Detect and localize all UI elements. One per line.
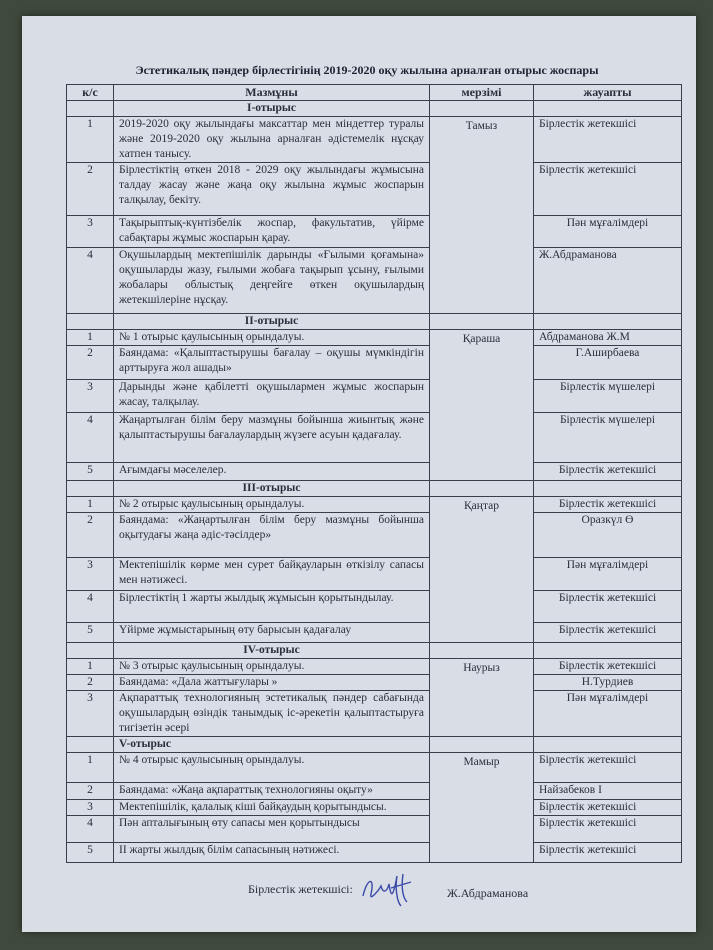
row-date: Қараша xyxy=(430,330,534,481)
row-date: Тамыз xyxy=(430,117,534,314)
section-date-empty xyxy=(430,643,534,659)
row-num: 3 xyxy=(67,691,114,737)
row-num: 4 xyxy=(67,248,114,314)
row-content: Жаңартылған білім беру мазмұны бойынша жиынтық және қалыптастырушы бағалаулардың жүзеге асуын қадағалау. xyxy=(114,413,430,463)
row-num: 3 xyxy=(67,216,114,248)
row-num: 5 xyxy=(67,843,114,863)
table-row xyxy=(67,783,682,800)
row-content: Баяндама: «Дала жаттығулары » xyxy=(114,675,430,691)
row-content: Тақырыптық-күнтізбелік жоспар, факультатив, үйірме сабақтары жұмыс жоспарын қарау. xyxy=(114,216,430,248)
row-content: Баяндама: «Жаңа ақпараттық технологияны оқыту» xyxy=(114,783,430,800)
row-num: 1 xyxy=(67,330,114,346)
row-num: 4 xyxy=(67,816,114,843)
table-row xyxy=(67,163,682,216)
row-responsible: Бірлестік жетекшісі xyxy=(534,623,682,643)
row-content: Мектепішілік, қалалық кіші байқаудың қорытындысы. xyxy=(114,800,430,816)
table-row xyxy=(67,330,682,346)
row-num: 2 xyxy=(67,783,114,800)
row-content: Баяндама: «Қалыптастырушы бағалау – оқушы мүмкіндігін арттыруға жол ашады» xyxy=(114,346,430,380)
section-num xyxy=(67,643,114,659)
table-row xyxy=(67,558,682,591)
row-responsible: Бірлестік жетекшісі xyxy=(534,497,682,513)
row-responsible: Бірлестік жетекшісі xyxy=(534,117,682,163)
row-num: 2 xyxy=(67,513,114,558)
section-num xyxy=(67,737,114,753)
section-title: IV-отырыс xyxy=(114,643,430,659)
row-num: 5 xyxy=(67,623,114,643)
row-responsible: Бірлестік жетекшісі xyxy=(534,753,682,783)
row-responsible: Бірлестік жетекшісі xyxy=(534,659,682,675)
row-responsible: Бірлестік жетекшісі xyxy=(534,163,682,216)
plan-table xyxy=(66,84,682,863)
row-responsible: Бірлестік жетекшісі xyxy=(534,816,682,843)
row-num: 1 xyxy=(67,659,114,675)
table-header xyxy=(67,85,682,101)
section-date-empty xyxy=(430,481,534,497)
table-row xyxy=(67,659,682,675)
section-title: I-отырыс xyxy=(114,101,430,117)
row-content: № 4 отырыс қаулысының орындалуы. xyxy=(114,753,430,783)
row-content: № 3 отырыс қаулысының орындалуы. xyxy=(114,659,430,675)
table-row xyxy=(67,497,682,513)
section-row xyxy=(67,314,682,330)
section-resp-empty xyxy=(534,314,682,330)
signature-name: Ж.Абдраманова xyxy=(447,886,529,900)
row-content: Баяндама: «Жаңартылған білім беру мазмұны бойынша оқытудағы жаңа әдіс-тәсілдер» xyxy=(114,513,430,558)
row-num: 3 xyxy=(67,800,114,816)
row-num: 5 xyxy=(67,463,114,481)
section-num xyxy=(67,101,114,117)
row-num: 1 xyxy=(67,497,114,513)
row-responsible: Бірлестік жетекшісі xyxy=(534,843,682,863)
row-responsible: Оразкүл Ө xyxy=(534,513,682,558)
section-date-empty xyxy=(430,101,534,117)
section-date-empty xyxy=(430,737,534,753)
row-num: 4 xyxy=(67,591,114,623)
table-row xyxy=(67,380,682,413)
table-row xyxy=(67,675,682,691)
row-num: 2 xyxy=(67,346,114,380)
row-responsible: Найзабеков І xyxy=(534,783,682,800)
row-content: ІІ жарты жылдық білім сапасының нәтижесі. xyxy=(114,843,430,863)
row-num: 3 xyxy=(67,558,114,591)
header-num: к/с xyxy=(67,85,114,101)
document-page xyxy=(22,16,696,932)
section-row xyxy=(67,481,682,497)
table-row xyxy=(67,117,682,163)
row-num: 2 xyxy=(67,675,114,691)
row-num: 1 xyxy=(67,753,114,783)
handwritten-signature xyxy=(357,868,417,908)
table-row xyxy=(67,463,682,481)
section-row xyxy=(67,737,682,753)
row-responsible: Бірлестік жетекшісі xyxy=(534,463,682,481)
row-responsible: Ж.Абдраманова xyxy=(534,248,682,314)
table-row xyxy=(67,346,682,380)
section-num xyxy=(67,481,114,497)
section-title: V-отырыс xyxy=(114,737,430,753)
row-responsible: Бірлестік жетекшісі xyxy=(534,800,682,816)
row-responsible: Абдраманова Ж.М xyxy=(534,330,682,346)
table-row xyxy=(67,691,682,737)
table-row xyxy=(67,753,682,783)
row-date: Мамыр xyxy=(430,753,534,863)
row-responsible: Пән мұғалімдері xyxy=(534,216,682,248)
section-date-empty xyxy=(430,314,534,330)
row-content: Оқушылардың мектепішілік дарынды «Ғылыми қоғамына» оқушыларды жазу, ғылыми жобаға тақырып ұсыну, ғылыми жобалары облыстық деңгейге өткен оқушылардың жетекшілеріне нұсқау. xyxy=(114,248,430,314)
row-content: Бірлестіктің 1 жарты жылдық жұмысын қорытындылау. xyxy=(114,591,430,623)
row-content: 2019-2020 оқу жылындағы максаттар мен міндеттер туралы және 2019-2020 оқу жылына арналған әдістемелік нұсқау хатпен танысу. xyxy=(114,117,430,163)
header-date: мерзімі xyxy=(430,85,534,101)
section-resp-empty xyxy=(534,737,682,753)
table-row xyxy=(67,513,682,558)
row-content: № 2 отырыс қаулысының орындалуы. xyxy=(114,497,430,513)
table-row xyxy=(67,591,682,623)
row-responsible: Бірлестік мүшелері xyxy=(534,380,682,413)
section-resp-empty xyxy=(534,481,682,497)
section-num xyxy=(67,314,114,330)
row-responsible: Н.Турдиев xyxy=(534,675,682,691)
section-resp-empty xyxy=(534,101,682,117)
signature-label: Бірлестік жетекшісі: xyxy=(248,882,353,896)
row-responsible: Пән мұғалімдері xyxy=(534,558,682,591)
row-responsible: Пән мұғалімдері xyxy=(534,691,682,737)
section-title: III-отырыс xyxy=(114,481,430,497)
table-row xyxy=(67,623,682,643)
row-num: 2 xyxy=(67,163,114,216)
section-row xyxy=(67,101,682,117)
row-responsible: Бірлестік жетекшісі xyxy=(534,591,682,623)
section-row xyxy=(67,643,682,659)
document-title: Эстетикалық пәндер бірлестігінің 2019-2020 оқу жылына арналған отырыс жоспары xyxy=(135,63,599,77)
row-content: Ақпараттық технологияның эстетикалық пәндер сабағында оқушылардың өзіндік танымдық іс-әрекетін қалыптастыруға тигізетін әсері xyxy=(114,691,430,737)
header-content: Мазмұны xyxy=(114,85,430,101)
table-row xyxy=(67,800,682,816)
row-num: 4 xyxy=(67,413,114,463)
row-content: Бірлестіктің өткен 2018 - 2029 оқу жылындағы жұмысына талдау жасау және жаңа оқу жылына жұмыс жоспарын талқылау, бекіту. xyxy=(114,163,430,216)
table-row xyxy=(67,816,682,843)
section-resp-empty xyxy=(534,643,682,659)
row-num: 1 xyxy=(67,117,114,163)
table-row xyxy=(67,216,682,248)
row-content: Мектепішілік көрме мен сурет байқауларын өткізілу сапасы мен нәтижесі. xyxy=(114,558,430,591)
row-date: Қаңтар xyxy=(430,497,534,643)
row-responsible: Бірлестік мүшелері xyxy=(534,413,682,463)
row-content: № 1 отырыс қаулысының орындалуы. xyxy=(114,330,430,346)
row-content: Пән апталығының өту сапасы мен қорытындысы xyxy=(114,816,430,843)
row-content: Дарынды және қабілетті оқушылармен жұмыс жоспарын жасау, талқылау. xyxy=(114,380,430,413)
row-content: Ағымдағы мәселелер. xyxy=(114,463,430,481)
table-row xyxy=(67,413,682,463)
row-num: 3 xyxy=(67,380,114,413)
table-row xyxy=(67,843,682,863)
table-row xyxy=(67,248,682,314)
row-date: Наурыз xyxy=(430,659,534,737)
section-title: II-отырыс xyxy=(114,314,430,330)
header-responsible: жауапты xyxy=(534,85,682,101)
row-responsible: Г.Аширбаева xyxy=(534,346,682,380)
row-content: Үйірме жұмыстарының өту барысын қадағалау xyxy=(114,623,430,643)
